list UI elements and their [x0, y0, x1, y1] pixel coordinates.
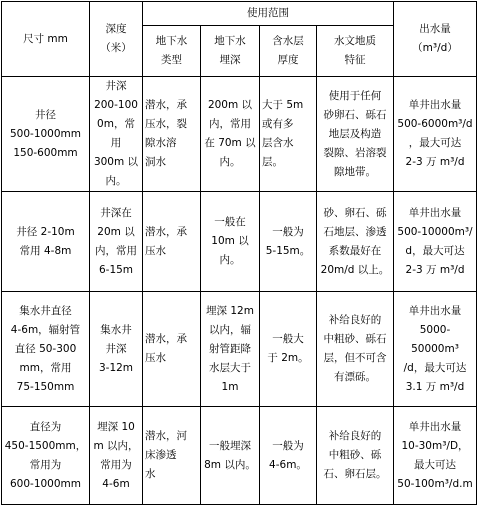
cell-burial-depth: 200m 以 内，常用 在 70m 以 内。	[201, 77, 260, 192]
cell-burial-depth: 一般埋深 8m 以内。	[201, 407, 260, 505]
table-row	[2, 292, 477, 407]
cell-water-type: 潜水，承 压水，裂 隙水溶 洞水	[143, 77, 201, 192]
cell-hydrogeology: 使用于任何 砂卵石、砾石 地层及构造 裂隙、岩溶裂 隙地带。	[317, 77, 394, 192]
cell-size: 井径 500-1000mm 150-600mm	[2, 77, 90, 192]
header-aquifer-thickness: 含水层 厚度	[260, 26, 317, 77]
cell-yield: 单井出水量 500-6000m³/d ，最大可达 2-3 万 m³/d	[394, 77, 477, 192]
cell-water-type: 潜水，承 压水	[143, 292, 201, 407]
header-depth: 深度 （米）	[90, 2, 143, 77]
header-water-type: 地下水 类型	[143, 26, 201, 77]
cell-hydrogeology: 补给良好的 中粗砂、砾 石、卵石层。	[317, 407, 394, 505]
cell-depth: 井深在 20m 以 内，常用 6-15m	[90, 192, 143, 292]
table-row	[2, 77, 477, 192]
cell-depth: 埋深 10 m 以内， 常用为 4-6m	[90, 407, 143, 505]
cell-burial-depth: 埋深 12m 以内，辐 射管距降 水层大于 1m	[201, 292, 260, 407]
cell-yield: 单井出水量 10-30m³/D， 最大可达 50-100m³/d.m	[394, 407, 477, 505]
cell-hydrogeology: 补给良好的 中粗砂、砾石 层，但不可含 有漂砾。	[317, 292, 394, 407]
cell-water-type: 潜水，河 床渗透 水	[143, 407, 201, 505]
cell-aquifer-thickness: 一般为 4-6m。	[260, 407, 317, 505]
cell-size: 井径 2-10m 常用 4-8m	[2, 192, 90, 292]
cell-yield: 单井出水量 5000-50000m³ /d，最大可达 3.1 万 m³/d	[394, 292, 477, 407]
cell-size: 集水井直径 4-6m，辐射管 直径 50-300 mm，常用 75-150mm	[2, 292, 90, 407]
table-row	[2, 192, 477, 292]
cell-burial-depth: 一般在 10m 以内。	[201, 192, 260, 292]
cell-water-type: 潜水，承 压水	[143, 192, 201, 292]
cell-depth: 集水井 井深 3-12m	[90, 292, 143, 407]
cell-aquifer-thickness: 一般大 于 2m。	[260, 292, 317, 407]
cell-aquifer-thickness: 一般为 5-15m。	[260, 192, 317, 292]
header-burial-depth: 地下水 埋深	[201, 26, 260, 77]
cell-yield: 单井出水量 500-10000m³/ d，最大可达 2-3 万 m³/d	[394, 192, 477, 292]
cell-size: 直径为 450-1500mm， 常用为 600-1000mm	[2, 407, 90, 505]
cell-aquifer-thickness: 大于 5m 或有多 层含水 层。	[260, 77, 317, 192]
header-usage: 使用范围	[143, 2, 394, 26]
well-comparison-table	[1, 1, 477, 505]
header-row	[2, 2, 477, 26]
header-yield: 出水量 （m³/d）	[394, 2, 477, 77]
header-size: 尺寸 mm	[2, 2, 90, 77]
table-row	[2, 407, 477, 505]
cell-hydrogeology: 砂、卵石、砾 石地层、渗透 系数最好在 20m/d 以上。	[317, 192, 394, 292]
header-hydrogeology: 水文地质 特征	[317, 26, 394, 77]
cell-depth: 井深 200-100 0m，常用 300m 以 内。	[90, 77, 143, 192]
